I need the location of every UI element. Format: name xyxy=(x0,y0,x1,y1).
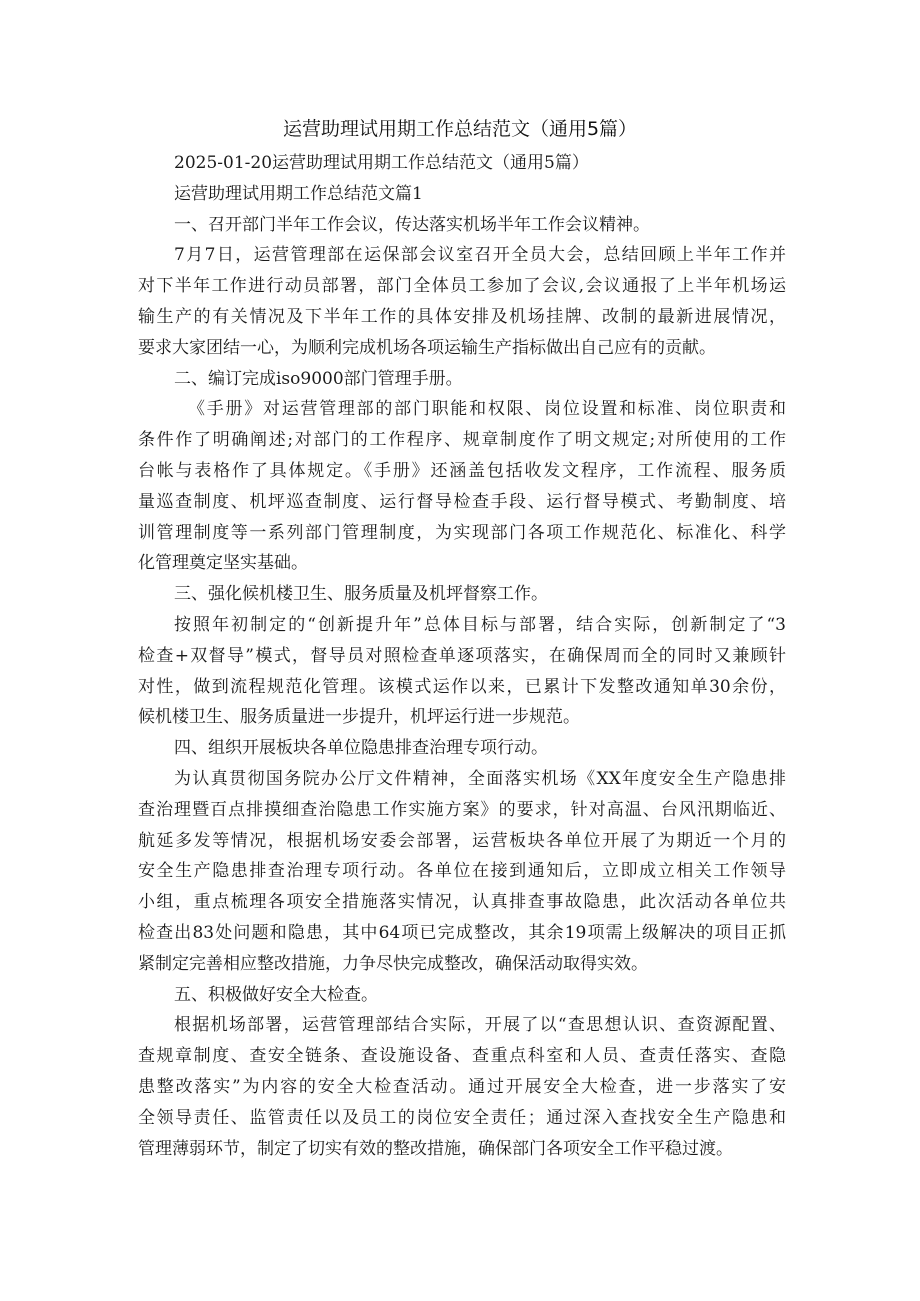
paragraph-line: 输生产的有关情况及下半年工作的具体安排及机场挂牌、改制的最新进展情况， xyxy=(138,306,786,327)
paragraph-line: 按照年初制定的“创新提升年”总体目标与部署，结合实际，创新制定了“3 xyxy=(174,614,786,635)
paragraph-line: 化管理奠定坚实基础。 xyxy=(138,553,308,574)
paragraph-line: 7月7日，运营管理部在运保部会议室召开全员大会，总结回顾上半年工作并 xyxy=(174,245,786,266)
paragraph-line: 全领导责任、监管责任以及员工的岗位安全责任；通过深入查找安全生产隐患和 xyxy=(138,1107,786,1128)
paragraph-line: 候机楼卫生、服务质量进一步提升，机坪运行进一步规范。 xyxy=(138,707,580,728)
paragraph-line: 查治理暨百点排摸细查治隐患工作实施方案》的要求，针对高温、台风汛期临近、 xyxy=(138,799,786,820)
paragraph-line: 条件作了明确阐述;对部门的工作程序、规章制度作了明文规定;对所使用的工作 xyxy=(138,430,786,451)
paragraph-line: 小组，重点梳理各项安全措施落实情况，认真排查事故隐患，此次活动各单位共 xyxy=(138,892,786,913)
paragraph-line: 对性，做到流程规范化管理。该模式运作以来，已累计下发整改通知单30余份， xyxy=(138,676,786,697)
subheading: 二、编订完成iso9000部门管理手册。 xyxy=(174,368,463,389)
paragraph-line: 航延多发等情况，根据机场安委会部署，运营板块各单位开展了为期近一个月的 xyxy=(138,830,786,851)
document-body xyxy=(138,148,786,1164)
paragraph-line: 管理薄弱环节，制定了切实有效的整改措施，确保部门各项安全工作平稳过渡。 xyxy=(138,1138,733,1159)
paragraph-line: 根据机场部署，运营管理部结合实际，开展了以“查思想认识、查资源配置、 xyxy=(174,1015,786,1036)
section-heading: 运营助理试用期工作总结范文篇1 xyxy=(174,183,423,204)
paragraph-line: 患整改落实”为内容的安全大检查活动。通过开展安全大检查，进一步落实了安 xyxy=(138,1076,786,1097)
paragraph-line: 安全生产隐患排查治理专项行动。各单位在接到通知后，立即成立相关工作领导 xyxy=(138,861,786,882)
paragraph-line: 训管理制度等一系列部门管理制度，为实现部门各项工作规范化、标准化、科学 xyxy=(138,522,786,543)
document-title: 运营助理试用期工作总结范文（通用5篇） xyxy=(282,118,638,140)
subheading: 三、强化候机楼卫生、服务质量及机坪督察工作。 xyxy=(174,584,548,605)
paragraph-line: 检查出83处问题和隐患，其中64项已完成整改，其余19项需上级解决的项目正抓 xyxy=(138,922,786,943)
paragraph-line: 对下半年工作进行动员部署，部门全体员工参加了会议,会议通报了上半年机场运 xyxy=(138,276,786,297)
paragraph-line: 查规章制度、查安全链条、查设施设备、查重点科室和人员、查责任落实、查隐 xyxy=(138,1046,786,1067)
paragraph-line: 紧制定完善相应整改措施，力争尽快完成整改，确保活动取得实效。 xyxy=(138,953,648,974)
subheading: 五、积极做好安全大检查。 xyxy=(174,984,378,1005)
paragraph-line: 台帐与表格作了具体规定。《手册》还涵盖包括收发文程序，工作流程、服务质 xyxy=(138,460,786,481)
paragraph-line: 量巡查制度、机坪巡查制度、运行督导检查手段、运行督导模式、考勤制度、培 xyxy=(138,491,786,512)
subheading: 一、召开部门半年工作会议，传达落实机场半年工作会议精神。 xyxy=(174,214,650,235)
paragraph-line: 检查+双督导”模式，督导员对照检查单逐项落实，在确保周而全的同时又兼顾针 xyxy=(138,645,786,666)
date-line: 2025-01-20运营助理试用期工作总结范文（通用5篇） xyxy=(174,153,589,173)
subheading: 四、组织开展板块各单位隐患排查治理专项行动。 xyxy=(174,738,548,759)
paragraph-line: 《手册》对运营管理部的部门职能和权限、岗位设置和标准、岗位职责和 xyxy=(188,399,786,420)
paragraph-line: 要求大家团结一心，为顺利完成机场各项运输生产指标做出自己应有的贡献。 xyxy=(138,337,716,358)
paragraph-line: 为认真贯彻国务院办公厅文件精神，全面落实机场《XX年度安全生产隐患排 xyxy=(174,768,786,789)
